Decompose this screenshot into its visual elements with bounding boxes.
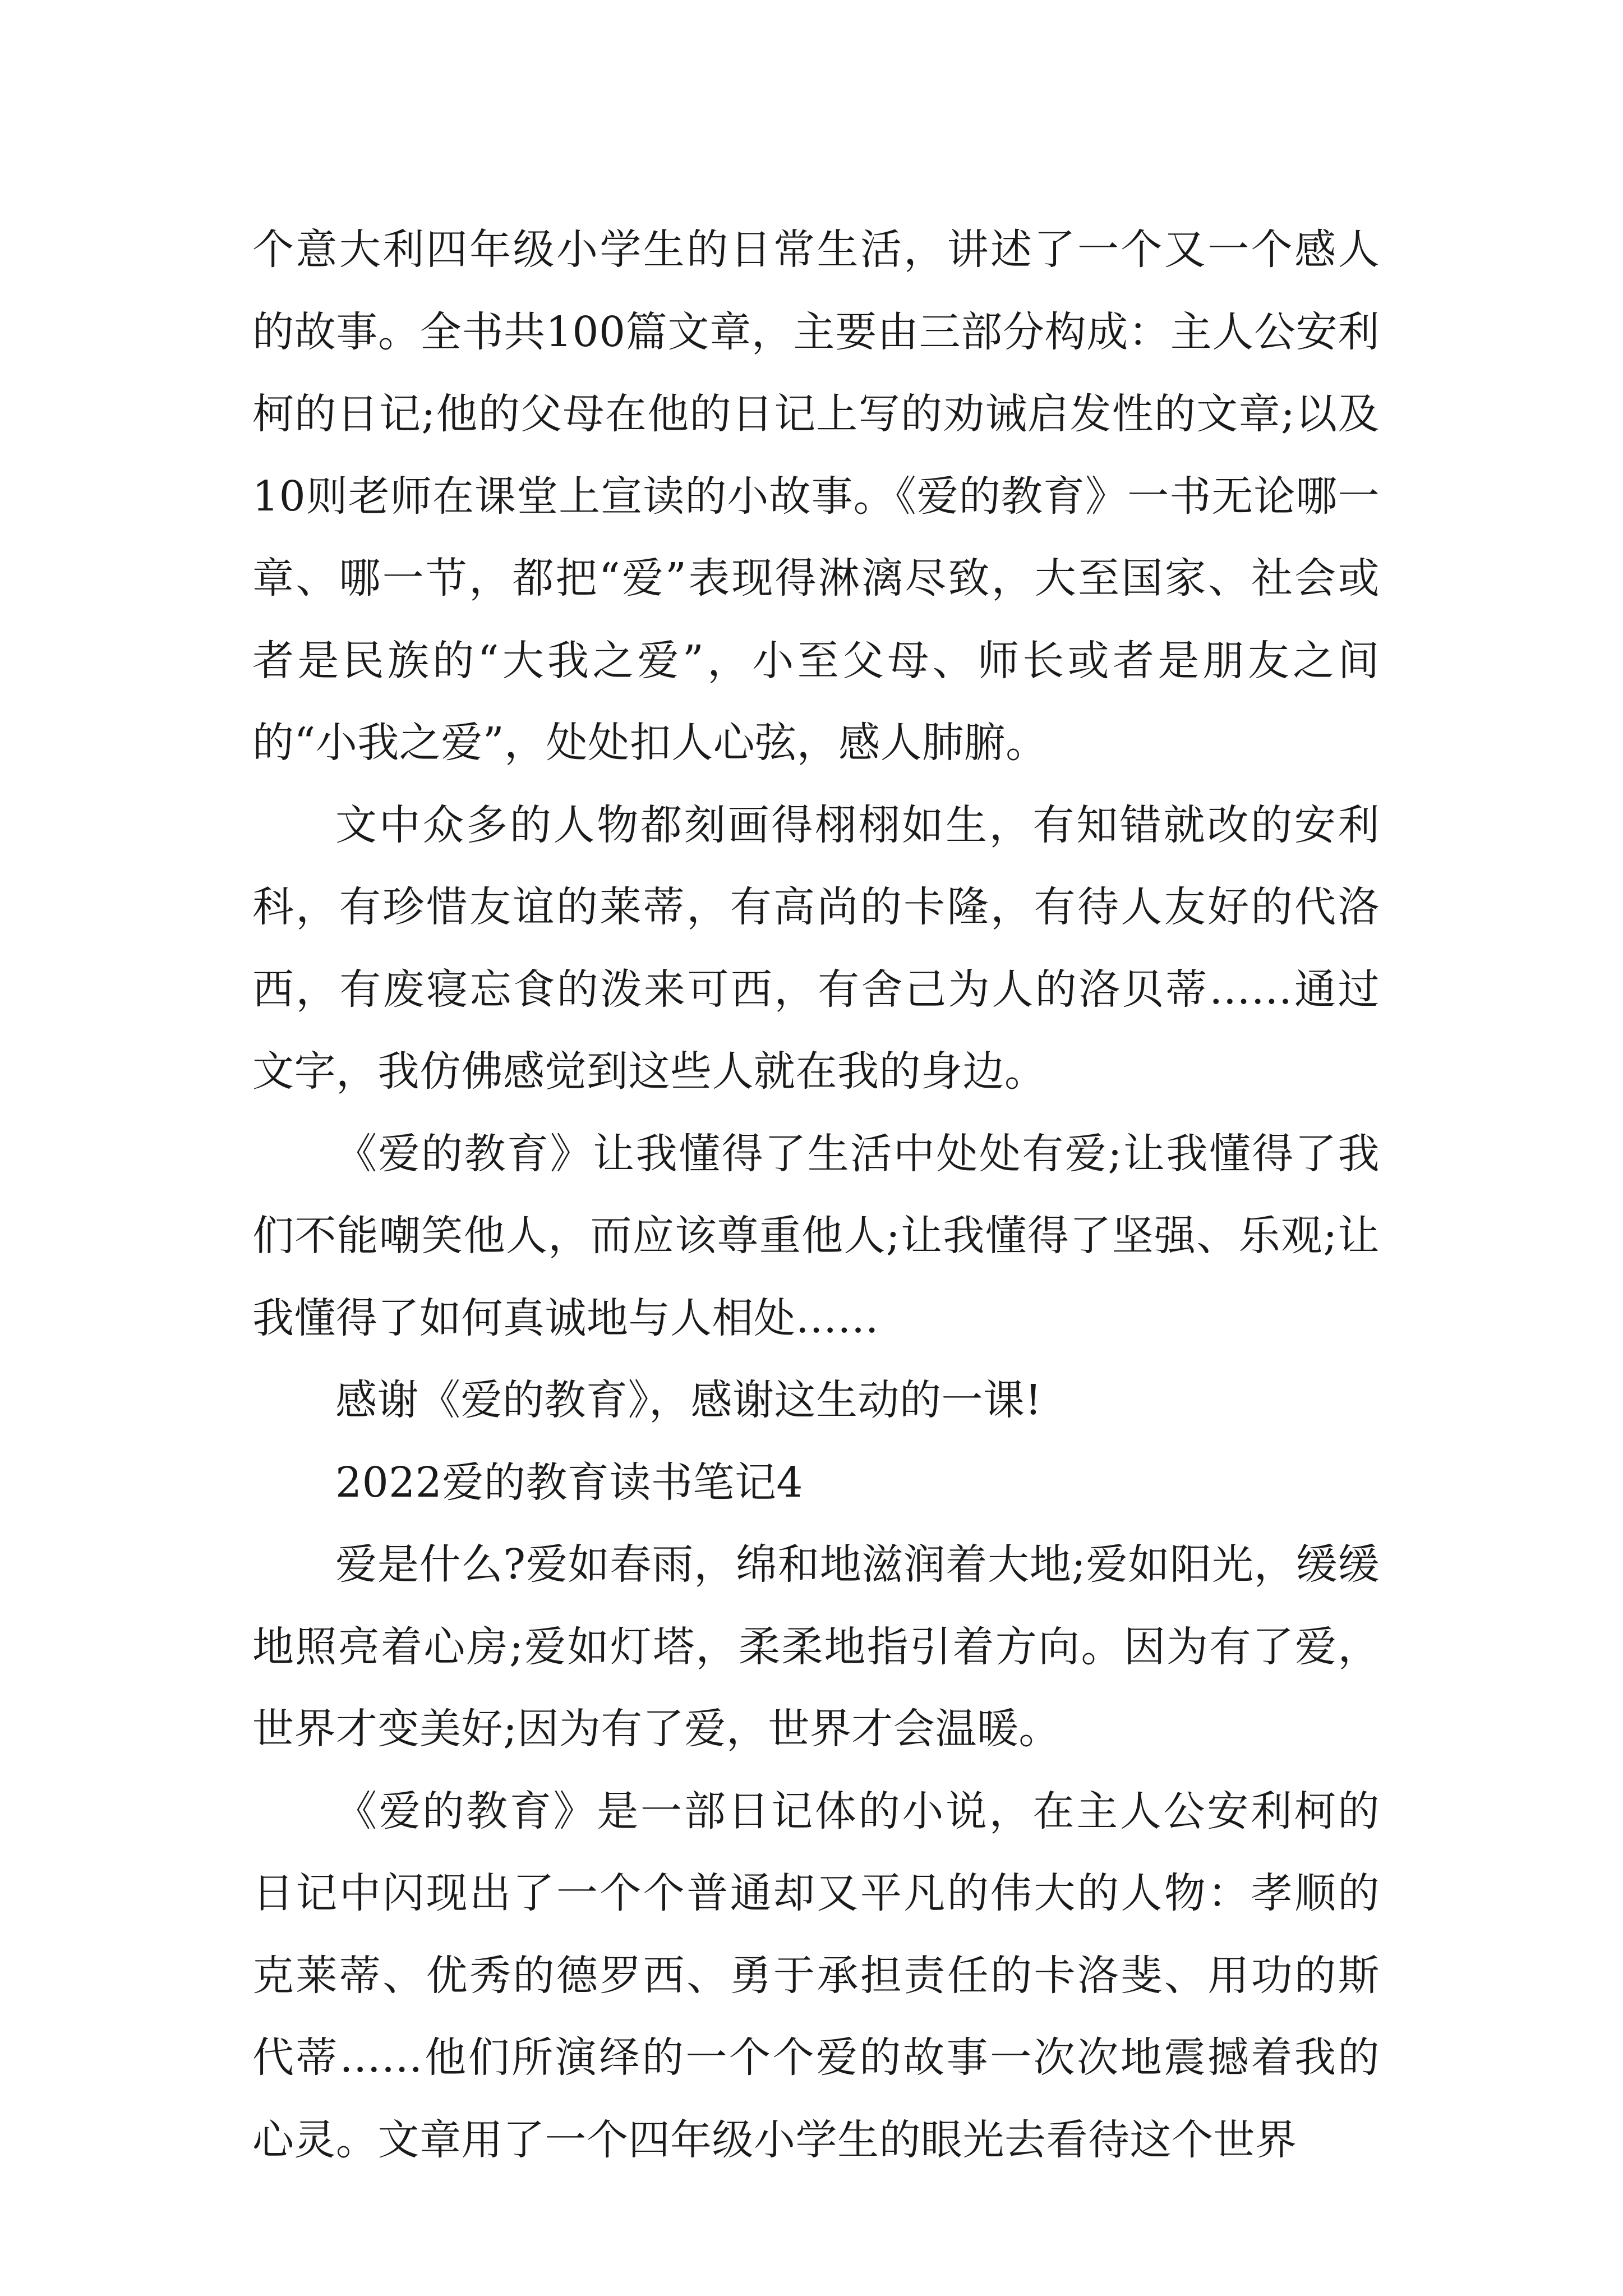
section-heading: 2022爱的教育读书笔记4 bbox=[335, 1458, 803, 1507]
paragraph-6: 《爱的教育》是一部日记体的小说，在主人公安利柯的日记中闪现出了一个个普通却又平凡的伟大的人物：孝顺的克莱蒂、优秀的德罗西、勇于承担责任的卡洛斐、用功的斯代蒂……他们所演绎的一个个爱的故事一次次地震撼着我的心灵。文章用了一个四年级小学生的眼光去看待这个世界 bbox=[252, 1787, 1380, 2164]
paragraph-3: 《爱的教育》让我懂得了生活中处处有爱;让我懂得了我们不能嘲笑他人，而应该尊重他人;让我懂得了坚强、乐观;让我懂得了如何真诚地与人相处…… bbox=[252, 1129, 1380, 1342]
paragraph-4: 感谢《爱的教育》，感谢这生动的一课! bbox=[335, 1376, 1042, 1424]
document-body bbox=[252, 209, 1380, 2181]
paragraph-1: 个意大利四年级小学生的日常生活，讲述了一个又一个感人的故事。全书共100篇文章，主要由三部分构成：主人公安利柯的日记;他的父母在他的日记上写的劝诫启发性的文章;以及10则老师在课堂上宣读的小故事。《爱的教育》一书无论哪一章、哪一节，都把“爱”表现得淋漓尽致，大至国家、社会或者是民族的“大我之爱”，小至父母、师长或者是朋友之间的“小我之爱”，处处扣人心弦，感人肺腑。 bbox=[252, 226, 1380, 767]
paragraph-2: 文中众多的人物都刻画得栩栩如生，有知错就改的安利科，有珍惜友谊的莱蒂，有高尚的卡隆，有待人友好的代洛西，有废寝忘食的泼来可西，有舍己为人的洛贝蒂……通过文字，我仿佛感觉到这些人就在我的身边。 bbox=[252, 800, 1380, 1096]
paragraph-5: 爱是什么?爱如春雨，绵和地滋润着大地;爱如阳光，缓缓地照亮着心房;爱如灯塔，柔柔地指引着方向。因为有了爱，世界才变美好;因为有了爱，世界才会温暖。 bbox=[252, 1540, 1380, 1753]
